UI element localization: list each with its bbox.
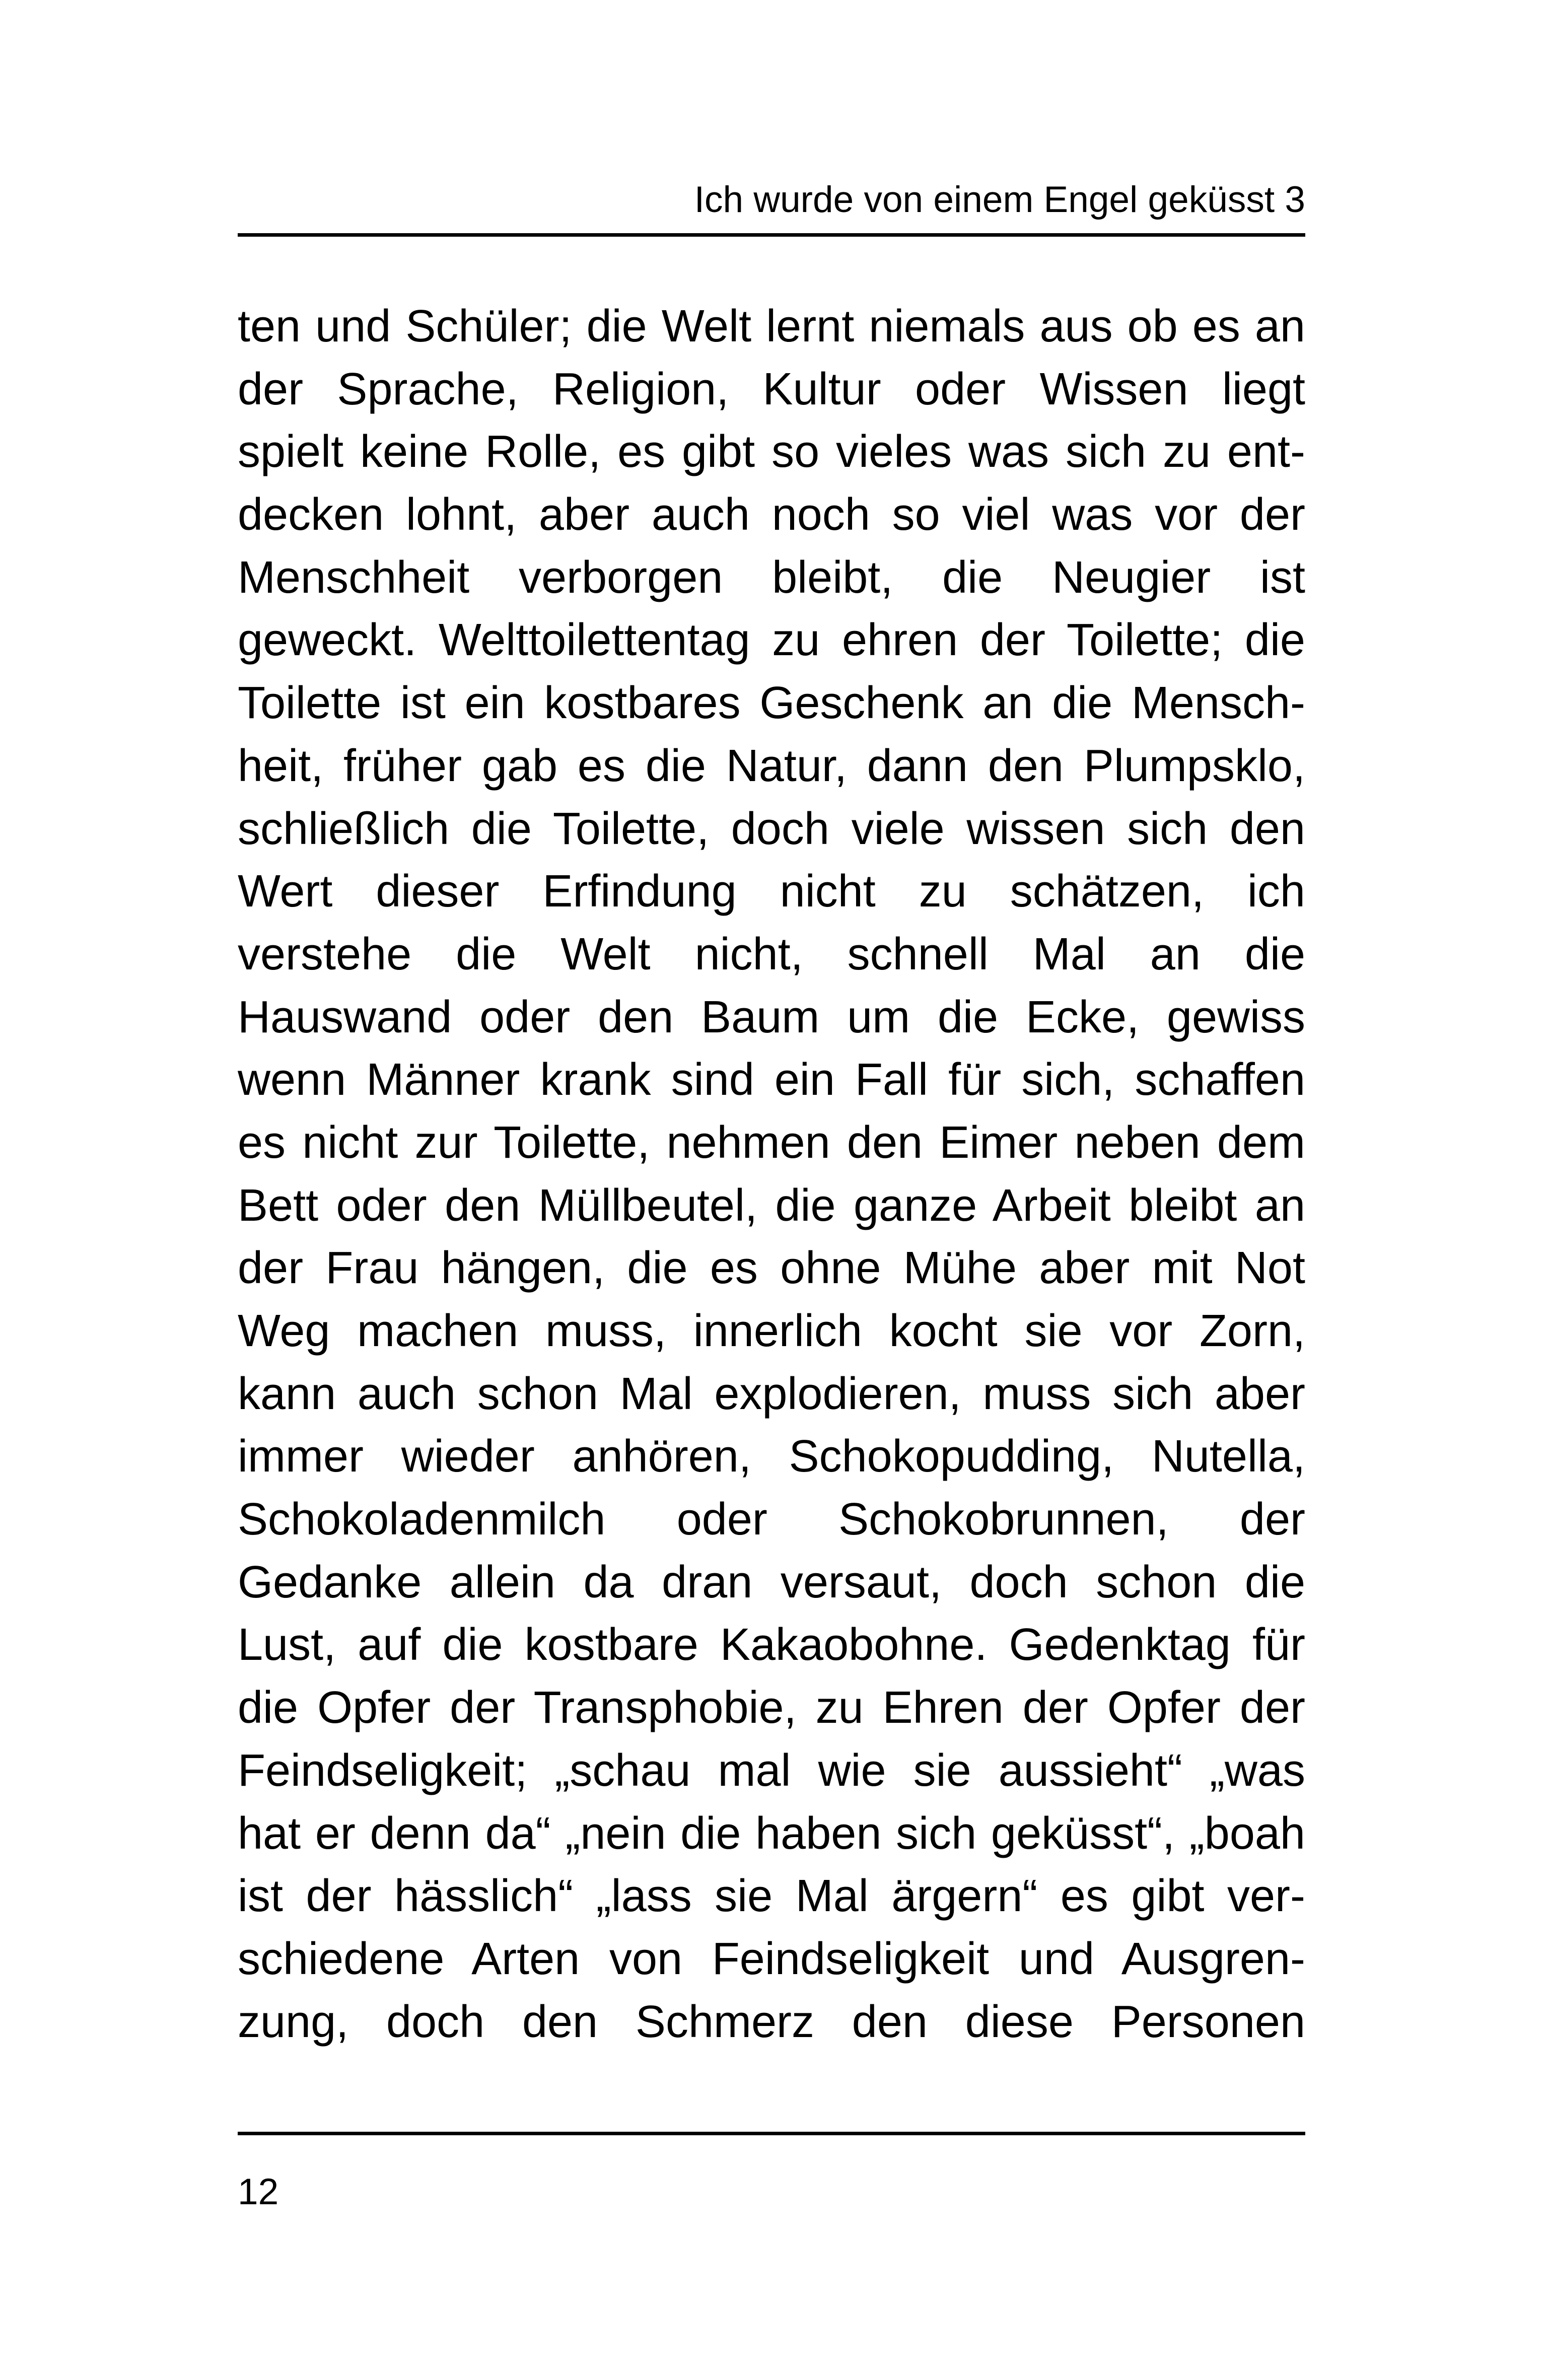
text-line: spielt keine Rolle, es gibt so vieles was sich zu ent- (238, 427, 1305, 477)
text-line: verstehe die Welt nicht, schnell Mal an die (238, 929, 1305, 979)
text-line: der Sprache, Religion, Kultur oder Wissen liegt (238, 364, 1305, 414)
text-line: Wert dieser Erfindung nicht zu schätzen, ich (238, 866, 1305, 917)
header-rule (238, 233, 1305, 237)
text-line: geweckt. Welttoilettentag zu ehren der Toilette; die (238, 615, 1305, 666)
running-header: Ich wurde von einem Engel geküsst 3 (694, 179, 1305, 220)
text-line: es nicht zur Toilette, nehmen den Eimer neben dem (238, 1117, 1305, 1168)
text-line: Toilette ist ein kostbares Geschenk an die Mensch- (238, 678, 1305, 729)
text-line: heit, früher gab es die Natur, dann den Plumpsklo, (238, 740, 1305, 791)
footer-rule (238, 2132, 1305, 2135)
text-line: der Frau hängen, die es ohne Mühe aber mit Not (238, 1243, 1305, 1294)
text-line: schließlich die Toilette, doch viele wissen sich den (238, 803, 1305, 854)
text-line: ist der hässlich“ „lass sie Mal ärgern“ es gibt ver- (238, 1871, 1305, 1922)
text-line: Hauswand oder den Baum um die Ecke, gewiss (238, 992, 1305, 1042)
text-line: ten und Schüler; die Welt lernt niemals aus ob es an (238, 301, 1305, 352)
text-line: Lust, auf die kostbare Kakaobohne. Gedenktag für (238, 1620, 1305, 1670)
text-line: Weg machen muss, innerlich kocht sie vor Zorn, (238, 1306, 1305, 1356)
text-line: Schokoladenmilch oder Schokobrunnen, der (238, 1494, 1305, 1545)
text-line: zung, doch den Schmerz den diese Personen (238, 1996, 1305, 2047)
text-line: wenn Männer krank sind ein Fall für sich, schaffen (238, 1055, 1305, 1105)
text-line: Menschheit verborgen bleibt, die Neugier ist (238, 552, 1305, 603)
text-line: hat er denn da“ „nein die haben sich geküsst“, „boah (238, 1808, 1305, 1859)
text-line: kann auch schon Mal explodieren, muss sich aber (238, 1368, 1305, 1419)
page-number: 12 (238, 2172, 279, 2212)
body-text (238, 295, 1305, 2053)
text-line: Bett oder den Müllbeutel, die ganze Arbeit bleibt an (238, 1180, 1305, 1231)
text-line: Feindseligkeit; „schau mal wie sie aussieht“ „was (238, 1745, 1305, 1796)
text-line: Gedanke allein da dran versaut, doch schon die (238, 1557, 1305, 1607)
text-line: die Opfer der Transphobie, zu Ehren der Opfer der (238, 1683, 1305, 1733)
text-line: decken lohnt, aber auch noch so viel was vor der (238, 489, 1305, 540)
text-line: schiedene Arten von Feindseligkeit und Ausgren- (238, 1933, 1305, 1984)
text-line: immer wieder anhören, Schokopudding, Nutella, (238, 1431, 1305, 1482)
